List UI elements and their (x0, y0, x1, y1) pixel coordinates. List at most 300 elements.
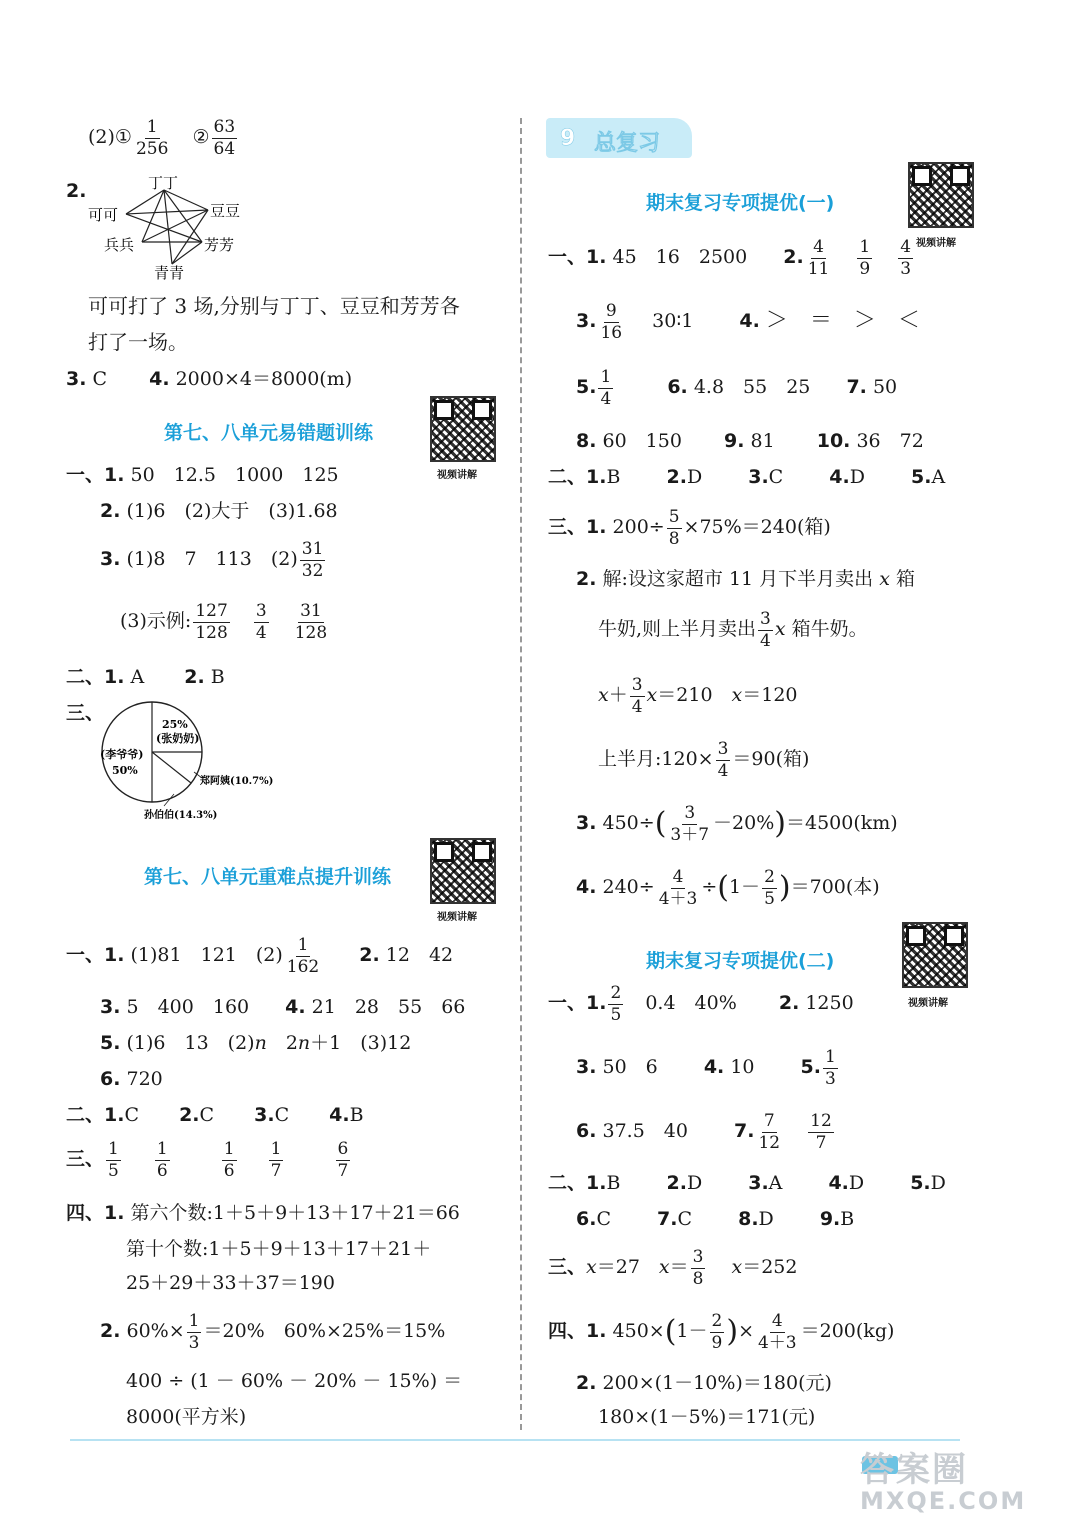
paren-close: ) (726, 1314, 739, 1350)
answer-line (100, 1312, 445, 1352)
answer-value: A (768, 1172, 783, 1194)
answer-line (120, 602, 331, 642)
fraction (756, 1112, 782, 1152)
answer-value: 解:设这家超市 11 月下半月卖出 𝑥 箱 (602, 568, 915, 590)
question-number: 2. (783, 246, 804, 269)
fraction (716, 740, 731, 780)
fraction (758, 610, 773, 650)
denominator: 16 (600, 322, 623, 343)
qr-code-icon[interactable] (430, 396, 496, 462)
numerator: 6 (337, 1139, 349, 1159)
question-number: 3. (748, 466, 769, 488)
section-heading: 总复习 (594, 131, 661, 156)
numerator: 4 (672, 867, 684, 887)
numerator: 3 (692, 1247, 704, 1267)
qr-code-icon[interactable] (908, 162, 974, 228)
answer-value: 𝑥＝210 𝑥＝120 (646, 684, 798, 707)
denominator: 7 (815, 1132, 827, 1153)
answer-value: 60 150 (602, 430, 682, 452)
fraction (187, 1312, 202, 1352)
answer-text: 25＋29＋33＋37＝190 (126, 1272, 335, 1294)
fraction (598, 302, 624, 342)
answer-value: 50 6 (602, 1056, 658, 1079)
question-number: 4. (576, 876, 597, 899)
numerator: 4 (813, 237, 824, 257)
answer-value: (1)6 (2)大于 (3)1.68 (126, 500, 338, 522)
qr-code-icon[interactable] (430, 838, 496, 904)
denominator: 3 (188, 1332, 200, 1353)
answer-value: 1－ (676, 1320, 708, 1343)
question-number: 2. (184, 666, 205, 688)
answer-value: A (130, 666, 145, 688)
answer-value: 200÷ (612, 516, 665, 539)
question-number: 4. (739, 310, 760, 333)
denominator: 5 (764, 888, 775, 909)
node-label: 兵兵 (104, 236, 135, 254)
numerator: 1 (108, 1139, 119, 1159)
numerator: 1 (146, 117, 158, 137)
question-number: 3. (254, 1104, 275, 1126)
answer-line (576, 570, 915, 589)
question-number: 2. (100, 500, 121, 522)
answer-line (100, 1070, 163, 1089)
answer-text: 180×(1－5%)＝171(元) (598, 1406, 816, 1428)
section-marker: 四、 (66, 1202, 105, 1224)
question-number: 5. (576, 376, 597, 399)
answer-line (576, 804, 898, 844)
question-number: 1. (586, 246, 607, 269)
slice-pct: 50% (112, 764, 138, 777)
qr-label: 视频讲解 (437, 470, 477, 481)
numerator: 4 (900, 237, 912, 257)
question-number: 5. (911, 466, 932, 488)
question-number: 3. (100, 548, 121, 571)
denominator: 6 (223, 1160, 235, 1181)
question-number: 3. (576, 310, 597, 333)
answer-value: 10 (730, 1056, 755, 1079)
answer-value: B (349, 1104, 364, 1126)
question-number: 2. (666, 466, 687, 488)
answer-line (66, 668, 225, 687)
qr-label: 视频讲解 (437, 912, 477, 923)
question-number: 1. (104, 944, 125, 967)
text: (2)① (88, 126, 132, 149)
question-number: 2. (359, 944, 380, 967)
fraction (598, 368, 613, 408)
question-number: 1. (104, 464, 125, 486)
denominator: 7 (337, 1160, 349, 1181)
numerator: 9 (605, 301, 617, 321)
answer-value: 2000×4＝8000(m) (175, 368, 353, 390)
question-number: 1. (586, 992, 607, 1015)
numerator: 5 (668, 507, 680, 527)
fraction (212, 118, 238, 158)
section-marker: 二、 (66, 666, 105, 688)
fraction (857, 238, 872, 278)
paren-open: ( (654, 806, 667, 842)
answer-value: ＞ ＝ ＞ ＜ (765, 308, 920, 334)
answer-value: 牛奶,则上半月卖出 (598, 618, 757, 641)
answer-line (548, 984, 854, 1024)
answer-value: (1)6 13 (2)𝑛 2𝑛＋1 (3)12 (126, 1032, 412, 1054)
question-number: 9. (819, 1208, 841, 1230)
watermark-sub: MXQE.COM (860, 1487, 1027, 1515)
question-number: 4. (285, 996, 306, 1018)
question-number: 8. (576, 430, 597, 452)
numerator: 7 (763, 1111, 775, 1131)
answer-value: 12 42 (385, 944, 454, 967)
section-marker: 一、 (66, 464, 105, 486)
question-number: 2. (666, 1172, 687, 1194)
question-number: 2. (100, 1320, 121, 1343)
answer-value: 𝑥＝27 𝑥＝ (586, 1256, 689, 1279)
question-number: 9. (724, 430, 745, 452)
section-marker: 四、 (548, 1320, 587, 1343)
denominator: 4＋3 (658, 888, 698, 909)
question-number: 3. (66, 368, 87, 390)
fraction (293, 602, 329, 642)
answer-line (100, 540, 327, 580)
numerator: 12 (810, 1111, 832, 1131)
fraction (691, 1248, 706, 1288)
answer-value: ＝700(本) (790, 876, 880, 899)
answer-value: C (92, 368, 108, 390)
question-number: 10. (816, 430, 851, 452)
answer-line (100, 998, 465, 1017)
section-marker: 三、 (548, 1256, 587, 1279)
question-number: 3. (100, 996, 121, 1018)
question-number: 6. (576, 1208, 597, 1230)
answer-value: 1250 (805, 992, 854, 1015)
denominator: 4 (255, 622, 267, 643)
question-number: 7. (657, 1208, 678, 1230)
question-number: 2. (778, 992, 800, 1015)
watermark-text: 答案圈 (860, 1450, 968, 1490)
question-number: 4. (829, 466, 850, 488)
question-number: 4. (329, 1104, 350, 1126)
answer-line (576, 368, 897, 408)
section-marker: 三、 (66, 1148, 105, 1171)
denominator: 4 (717, 760, 729, 781)
answer-value: 60%× (126, 1320, 185, 1343)
numerator: 3 (760, 609, 771, 629)
question-number: 4. (703, 1056, 725, 1079)
section-title: 第七、八单元重难点提升训练 (144, 866, 392, 888)
section-marker: 三、 (548, 516, 587, 539)
fraction (806, 238, 832, 278)
answer-line (88, 118, 239, 158)
section-marker: 一、 (548, 992, 587, 1015)
node-label: 豆豆 (210, 202, 241, 220)
answer-value: D (686, 1172, 703, 1194)
paren-close: ) (774, 806, 786, 842)
answer-value: 𝑥 箱牛奶。 (774, 618, 868, 641)
question-number: 7. (846, 376, 867, 399)
answer-value: 200×(1－10%)＝180(元) (602, 1372, 832, 1394)
answer-value: ＝90(箱) (732, 748, 810, 771)
answer-text: 可可打了 3 场,分别与丁丁、豆豆和芳芳各 (88, 294, 460, 318)
fraction (898, 238, 913, 278)
answer-value: 450÷ (602, 812, 655, 835)
fraction (106, 1140, 121, 1180)
answer-line (598, 676, 798, 716)
node-label: 可可 (88, 206, 119, 224)
graph-edges (126, 190, 208, 264)
question-number: 8. (738, 1208, 759, 1230)
numerator: 3 (631, 675, 643, 695)
section-title: 期末复习专项提优(二) (646, 950, 835, 972)
answer-value: ÷ (701, 876, 718, 899)
answer-value: 21 28 55 66 (311, 996, 466, 1018)
denominator: 12 (758, 1132, 781, 1153)
question-number: 4. (828, 1172, 849, 1194)
question-number: 2. (179, 1104, 200, 1126)
answer-line (576, 432, 924, 451)
question-number: 3. (576, 1056, 597, 1079)
edge (164, 190, 172, 264)
fraction (285, 936, 321, 976)
fraction (657, 868, 700, 908)
denominator: 8 (692, 1268, 704, 1289)
answer-line (548, 1312, 894, 1352)
answer-value: B (210, 666, 225, 688)
numerator: 1 (223, 1139, 235, 1159)
answer-line (576, 868, 880, 908)
numerator: 63 (213, 117, 236, 137)
numerator: 1 (270, 1139, 282, 1159)
fraction (269, 1140, 284, 1180)
answer-line (576, 1048, 840, 1088)
denominator: 3＋7 (670, 824, 710, 845)
numerator: 2 (711, 1311, 723, 1331)
answer-text: 第十个数:1＋5＋9＋13＋17＋21＋ (126, 1238, 432, 1260)
section-marker: 一、 (66, 944, 105, 967)
answer-line (548, 1248, 797, 1288)
numerator: 1 (188, 1311, 200, 1331)
question-number: 1. (586, 1172, 607, 1194)
denominator: 4 (631, 696, 643, 717)
question-number: 6. (576, 1120, 597, 1143)
fraction (193, 602, 229, 642)
answer-line (66, 370, 352, 389)
node-label: 青青 (154, 264, 185, 282)
question-number: 3. (748, 1172, 769, 1194)
fraction (336, 1140, 351, 1180)
answer-value: 240÷ (602, 876, 655, 899)
answer-value: C (124, 1104, 140, 1126)
answer-line (548, 1174, 946, 1193)
text: ② (192, 126, 210, 149)
answer-value: A (931, 466, 946, 488)
answer-value: 𝑥＋ (598, 684, 628, 707)
answer-value: × (738, 1320, 754, 1343)
answer-value: D (930, 1172, 946, 1194)
qr-label: 视频讲解 (916, 238, 956, 249)
fraction (756, 1312, 799, 1352)
answer-value: 0.4 40% (645, 992, 737, 1015)
section-marker: 三、 (66, 702, 105, 724)
question-number: 4. (149, 368, 170, 390)
answer-value: 𝑥＝252 (731, 1256, 798, 1279)
numerator: 4 (771, 1311, 783, 1331)
section-title: 期末复习专项提优(一) (646, 192, 835, 214)
answer-value: C (596, 1208, 611, 1230)
answer-value: (1)8 7 113 (2) (126, 548, 298, 571)
question-number: 1. (104, 666, 125, 688)
fraction (667, 508, 682, 548)
denominator: 9 (711, 1332, 723, 1353)
node-label: 芳芳 (204, 236, 235, 254)
denominator: 8 (668, 528, 680, 549)
paren-open: ( (717, 870, 729, 906)
fraction (668, 804, 711, 844)
answer-value: D (686, 466, 703, 488)
answer-text: 8000(平方米) (126, 1406, 247, 1428)
node-label: 丁丁 (148, 176, 179, 192)
numerator: 3 (255, 601, 267, 621)
answer-value: ＝20% 60%×25%＝15% (203, 1320, 446, 1343)
answer-value: ×75%＝240(箱) (683, 516, 831, 539)
denominator: 64 (213, 138, 236, 159)
question-number: 5. (910, 1172, 931, 1194)
pie-chart (94, 698, 294, 828)
numerator: 31 (301, 539, 324, 559)
denominator: 11 (807, 258, 830, 279)
section-number: 9 (560, 126, 576, 151)
denominator: 32 (301, 560, 324, 581)
numerator: 1 (825, 1047, 836, 1067)
answer-value: D (848, 1172, 865, 1194)
question-number: 2. (576, 1372, 597, 1394)
edge (142, 190, 164, 242)
slice-label: (张奶奶) (156, 732, 200, 745)
question-number: 1. (104, 1202, 125, 1224)
numerator: 127 (195, 601, 228, 621)
answer-line (66, 1204, 460, 1223)
numerator: 3 (684, 803, 696, 823)
answer-line (66, 936, 453, 976)
answer-value: 720 (126, 1068, 163, 1090)
numerator: 1 (297, 935, 309, 955)
edge (172, 242, 202, 264)
answer-value: D (758, 1208, 774, 1230)
fraction (630, 676, 645, 716)
answer-value: B (840, 1208, 855, 1230)
numerator: 1 (600, 367, 612, 387)
answer-line (598, 740, 809, 780)
answer-line (66, 1106, 364, 1125)
answer-value: 50 12.5 1000 125 (130, 464, 339, 486)
denominator: 4 (760, 630, 771, 651)
match-graph (82, 176, 262, 284)
answer-value: 4.8 55 25 (693, 376, 811, 399)
question-number: 3. (576, 812, 597, 835)
answer-line (548, 508, 831, 548)
answer-value: 30∶1 (652, 310, 694, 333)
answer-value: C (768, 466, 784, 488)
question-number: 1. (586, 1320, 607, 1343)
answer-line (576, 1210, 854, 1229)
denominator: 5 (108, 1160, 119, 1181)
denominator: 4 (600, 388, 612, 409)
qr-label: 视频讲解 (908, 998, 948, 1009)
question-number: 2. (576, 568, 597, 590)
question-number: 6. (667, 376, 688, 399)
answer-value: C (677, 1208, 693, 1230)
answer-line (548, 238, 915, 278)
answer-value: ＝200(kg) (800, 1320, 895, 1343)
answer-value: 36 72 (856, 430, 924, 452)
section-title: 第七、八单元易错题训练 (164, 422, 374, 444)
question-number: 5. (100, 1032, 121, 1054)
answer-value: 5 400 160 (126, 996, 250, 1018)
question-number: 2. (66, 180, 87, 202)
answer-value: 45 16 2500 (612, 246, 748, 269)
denominator: 128 (294, 622, 328, 643)
denominator: 6 (156, 1160, 168, 1181)
denominator: 3 (900, 258, 912, 279)
fraction (608, 984, 623, 1024)
fraction (222, 1140, 237, 1180)
answer-value: ＝4500(km) (786, 812, 898, 835)
fraction (155, 1140, 170, 1180)
question-number: 6. (100, 1068, 121, 1090)
denominator: 256 (135, 138, 169, 159)
answer-value: 1－ (728, 876, 761, 899)
answer-line (598, 610, 868, 650)
answer-value: 37.5 40 (602, 1120, 688, 1143)
answer-value: 第六个数:1＋5＋9＋13＋17＋21＝66 (130, 1202, 460, 1224)
question-number: 1. (104, 1104, 125, 1126)
answer-value: C (274, 1104, 290, 1126)
fraction (254, 602, 269, 642)
answer-line (66, 1140, 352, 1180)
denominator: 4＋3 (757, 1332, 797, 1353)
numerator: 31 (300, 601, 322, 621)
answer-line (100, 1034, 411, 1053)
paren-close: ) (778, 870, 791, 906)
numerator: 2 (610, 983, 622, 1003)
slice-label: 孙伯伯(14.3%) (144, 810, 218, 821)
answer-line (100, 502, 338, 521)
answer-text: 打了一场。 (88, 330, 188, 354)
question-number: 7. (734, 1120, 755, 1143)
answer-value: D (849, 466, 865, 488)
fraction (823, 1048, 838, 1088)
section-marker: 一、 (548, 246, 587, 269)
fraction (300, 540, 326, 580)
answer-line (576, 1374, 832, 1393)
section-marker: 二、 (548, 1172, 587, 1194)
question-number: 1. (586, 466, 607, 488)
answer-line (66, 466, 339, 485)
fraction (762, 868, 777, 908)
fraction (808, 1112, 834, 1152)
answer-value: C (199, 1104, 215, 1126)
answer-text: 400 ÷ (1 － 60% － 20% － 15%) ＝ (126, 1370, 463, 1392)
answer-value: 81 (750, 430, 775, 452)
answer-line (548, 468, 945, 487)
numerator: 2 (764, 867, 775, 887)
qr-code-icon[interactable] (902, 922, 968, 988)
answer-line (576, 302, 920, 342)
fraction (710, 1312, 725, 1352)
answer-value: 450× (612, 1320, 665, 1343)
slice-pct: 25% (162, 718, 188, 731)
answer-value: 50 (872, 376, 898, 399)
answer-value: (3)示例: (120, 610, 192, 633)
denominator: 128 (195, 622, 228, 643)
